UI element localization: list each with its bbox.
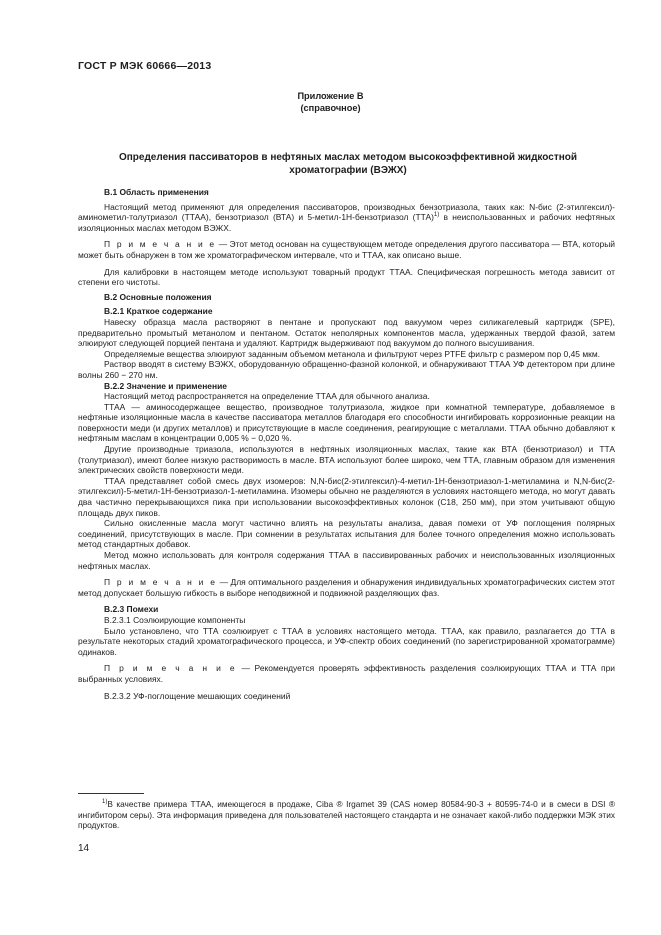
b22-note: П р и м е ч а н и е — Для оптимального разделения и обнаружения индивидуальных хроматографических систем этот метод допускает большую гибкость в выборе неподвижной и подвижной разделяющих фаз.	[78, 577, 616, 598]
section-b2-heading: В.2 Основные положения	[104, 291, 212, 302]
note-label: П р и м е ч а н и е	[104, 577, 218, 588]
appendix-type: (справочное)	[300, 103, 361, 113]
b21-paragraph-1: Навеску образца масла растворяют в пентане и пропускают под вакуумом через силикагелевый картридж (SPE), предварительно промытый метанолом и пентаном. Остаток неполярных компонентов масла, удержанных твердой фазой, затем элюируют следующей порцией пентана и удаляют. Картридж выдерживают под вакуумом до полного высушивания.	[78, 316, 615, 349]
appendix-main-title	[78, 151, 618, 177]
section-b23-heading: В.2.3 Помехи	[104, 604, 159, 615]
b21-paragraph-2: Определяемые вещества элюируют заданным объемом метанола и фильтруют через PTFE фильтр с размером пор 0,45 мкм.	[104, 348, 600, 359]
footnote-ref: 1)	[433, 212, 440, 219]
note-label: П р и м е ч а н и е	[104, 663, 237, 674]
section-b231-heading: В.2.3.1 Соэлюирующие компоненты	[104, 614, 246, 625]
title-line-1: Определения пассиваторов в нефтяных маслах методом высокоэффективной жидкостной	[118, 152, 578, 163]
appendix-label	[0, 90, 661, 114]
page-number: 14	[78, 843, 90, 854]
footnote-text: В качестве примера ТТАА, имеющегося в продаже, Ciba ® Irgamet 39 (CAS номер 80584-90-3 + 80595-74-0 и в смеси в DSI ® ингибитором серы). Эта информация приведена для пользователей настоящего стандарта и не означает какой-либо поддержки МЭК этих продуктов.	[78, 799, 615, 831]
b21-paragraph-3: Раствор вводят в систему ВЭЖХ, оборудованную обращенно-фазной колонкой, и обнаруживают ТТАА УФ детектором при длине волны 260 − 270 нм.	[78, 359, 615, 380]
section-b21-heading: В.2.1 Краткое содержание	[104, 306, 213, 317]
b1-paragraph-1: Настоящий метод применяют для определения пассиваторов, производных бензотриазола, таких как: N-бис (2-этилгексил)-аминометил-толутриазол (ТТАА), бензотриазол (ВТА) и 5-метил-1Н-бензотриазол (ТТА)$^{1)}$ в неиспользованных и рабочих нефтяных изоляционных маслах методом ВЭЖХ.	[78, 201, 616, 233]
section-b232-heading: В.2.3.2 УФ-поглощение мешающих соединений	[104, 690, 291, 701]
document-header: ГОСТ Р МЭК 60666—2013	[78, 60, 212, 72]
b22-paragraph-6: Метод можно использовать для контроля содержания ТТАА в пассивированных рабочих и неиспользованных изоляционных нефтяных маслах.	[78, 550, 615, 571]
footnote-marker: 1)	[102, 799, 108, 806]
section-b1-heading: В.1 Область применения	[104, 187, 209, 197]
b22-paragraph-2: ТТАА — аминосодержащее вещество, производное толутриазола, жидкое при комнатной температуре, добавляемое в нефтяные изоляционные масла в качестве пассиватора металлов благодаря его способности ингибировать коррозионные реакции на поверхности меди (и других металлов) и присутствующие в масле соединения, реагирующие с металлами. ТТАА обычно добавляют к нефтяным маслам в концентрации 0,005 % − 0,020 %.	[78, 401, 615, 444]
b1-paragraph-2: Для калибровки в настоящем методе используют товарный продукт ТТАА. Специфическая погрешность метода зависит от степени его чистоты.	[78, 266, 615, 288]
section-b22-heading: В.2.2 Значение и применение	[104, 380, 227, 391]
b22-paragraph-4: ТТАА представляет собой смесь двух изомеров: N,N-бис(2-этилгексил)-4-метил-1Н-бензотриазол-1-метиламина и N,N-бис(2-этилгексил)-5-метил-1Н-бензотриазол-1-метиламина. Изомеры обычно не разделяются в условиях настоящего метода, но могут давать два частично перекрывающихся пика при использовании высокоэффективных колонок (С18, 250 мм), при этом учитывают общую площадь двух пиков.	[78, 475, 615, 518]
note-label: П р и м е ч а н и е	[104, 239, 217, 250]
b1-note: П р и м е ч а н и е — Этот метод основан на существующем методе определения другого пассиватора — ВТА, который может быть обнаружен в том же хроматографическом интервале, что и ТТАА, как описано выше.	[78, 239, 615, 260]
b231-paragraph-1: Было установлено, что ТТА соэлюирует с ТТАА в условиях настоящего метода. ТТАА, как правило, разлагается до ТТА в результате некоторых стадий хроматографического процесса, и УФ-спектр обоих соединений (по зарегистрированной хроматограмме) одинаков.	[78, 625, 615, 657]
document-body	[78, 187, 615, 701]
footnote	[78, 799, 615, 831]
title-line-2: хроматографии (ВЭЖХ)	[289, 165, 407, 176]
b22-paragraph-5: Сильно окисленные масла могут частично влиять на результаты анализа, давая помехи от УФ поглощения полярных соединений, присутствующих в масле. При сомнении в результатах испытания для более точного определения можно использовать метод стандартных добавок.	[78, 518, 615, 550]
footnote-divider	[78, 793, 144, 794]
b22-paragraph-3: Другие производные триазола, используются в нефтяных изоляционных маслах, такие как ВТА (бензотриазол) и ТТА (толутриазол), имеют более низкую растворимость в масле. ВТА используют более широко, чем ТТА, главным образом для изменения электрических свойств поверхности меди.	[78, 444, 615, 476]
b231-note: П р и м е ч а н и е — Рекомендуется проверять эффективность разделения соэлюирующих ТТАА и ТТА при выбранных условиях.	[78, 663, 616, 684]
appendix-title: Приложение В	[297, 91, 364, 101]
b22-paragraph-1: Настоящий метод распространяется на определение ТТАА для обычного анализа.	[104, 391, 430, 402]
